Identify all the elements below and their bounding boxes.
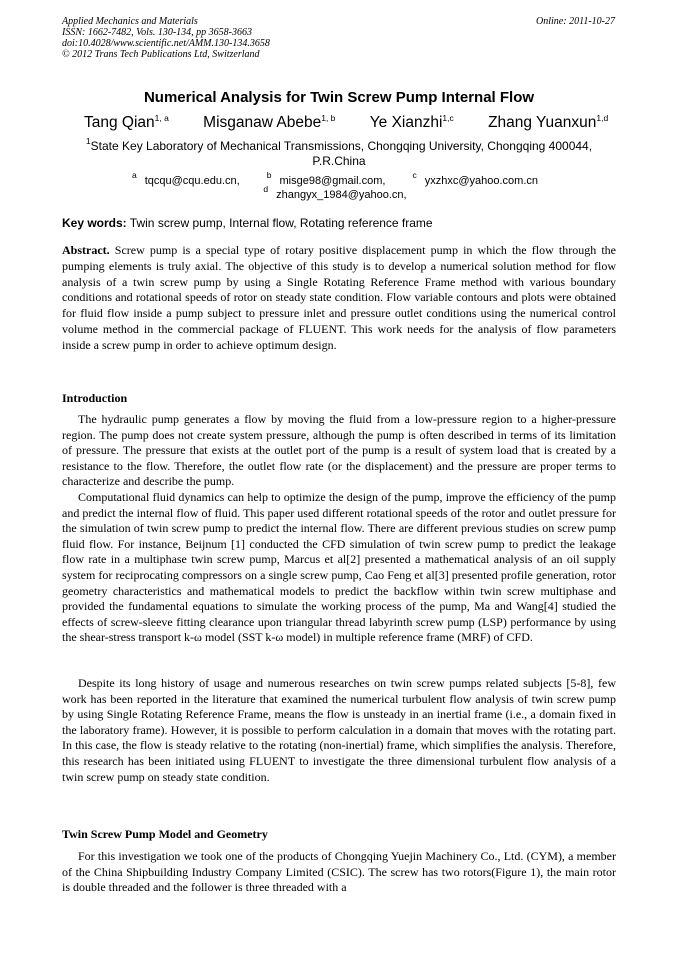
author-list [84, 113, 609, 132]
email: $^c$ yxzhxc@yahoo.com.cn [412, 170, 538, 187]
keywords-label: Key words: [62, 216, 127, 230]
email: $^a$ tqcqu@cqu.edu.cn, [132, 170, 240, 187]
affiliation: $^1$State Key Laboratory of Mechanical Transmissions, Chongqing University, Chongqing 400044, P.R.China [85, 136, 593, 168]
email: $^d$ zhangyx_1984@yahoo.cn, [263, 184, 407, 201]
email-list [62, 170, 616, 202]
keywords [62, 216, 616, 231]
author: Ye Xianzhi$^{1,c}$ [369, 113, 454, 131]
author: Zhang Yuanxun$^{1,d}$ [488, 113, 609, 131]
section-heading-model: Twin Screw Pump Model and Geometry [62, 827, 268, 841]
paragraph: Computational fluid dynamics can help to optimize the design of the pump, improve the efficiency of the pump and predict the internal flow of fluid. This paper used different rotational speeds of the rotor and outlet pressure for the simulation of twin screw pump to predict the internal flow. There are different previous studies on screw pump fluid flow. For instance, Beijnum [1] conducted the CFD simulation of twin screw pump to predict the leakage flow rate in a multiphase twin screw pump, Marcus et al[2] presented a mathematical analysis of an oil supply system for reciprocating compressors on a single screw pump, Cao Feng et al[3] presented profile generation, rotor geometry characteristics and mathematical models to predict the backflow within twin screw multiphase and provided the fundamental equations to simulate the working process of the pump, Ma and Wang[4] studied the effects of screw-sleeve fitting clearance upon triangular thread labyrinth screw pump (LSP) performance by using the shear-stress transport k-ω model (SST k-ω model) in multiple reference frame (MRF) of CFD. [62, 490, 616, 645]
section-heading-introduction: Introduction [62, 391, 128, 405]
keywords-text: Twin screw pump, Internal flow, Rotating reference frame [126, 216, 433, 230]
author: Misganaw Abebe$^{1, b}$ [203, 113, 336, 131]
online-date: Online: 2011-10-27 [536, 16, 615, 27]
journal-issn: ISSN: 1662-7482, Vols. 130-134, pp 3658-3663 [62, 27, 252, 38]
journal-header [62, 16, 270, 60]
author: Tang Qian$^{1, a}$ [84, 113, 169, 131]
journal-doi: doi:10.4028/www.scientific.net/AMM.130-134.3658 [62, 38, 270, 49]
abstract-text: Screw pump is a special type of rotary positive displacement pump in which the flow through the pumping elements is truly axial. The objective of this study is to develop a numerical solution method for flow analysis of a twin screw pump by using a Single Rotating Reference Frame method with various boundary conditions and rotational speeds of rotor on steady state condition. Flow variable contours and plots were obtained for fluid flow inside a pump subject to pressure inlet and pressure outlet conditions using the numerical control volume method in the commercial package of FLUENT. This work needs for the analysis of flow parameters inside a screw pump in order to achieve optimum design. [62, 243, 616, 352]
abstract [62, 243, 616, 354]
paper-title: Numerical Analysis for Twin Screw Pump Internal Flow [143, 89, 535, 106]
paragraph: Despite its long history of usage and numerous researches on twin screw pumps related subjects [5-8], few work has been reported in the literature that examined the numerical turbulent flow analysis of twin screw pump by using Single Rotating Reference Frame, means the flow is unsteady in an inertial frame (i.e., a domain fixed in the laboratory frame). However, it is possible to perform calculation in a domain that moves with the rotating part. In this case, the flow is steady relative to the rotating (non-inertial) frame, which simplifies the analysis. Therefore, this research has been initiated using FLUENT to investigate the three dimensional turbulent flow analysis of a twin screw pump on steady state condition. [62, 676, 616, 784]
paragraph: The hydraulic pump generates a flow by moving the fluid from a low-pressure region to a higher-pressure region. The pump does not create system pressure, although the pump is often described in terms of its limitation of pressure. The pressure that exists at the outlet port of the pump is a result of system load that is created by a resistance to the flow. Therefore, the outlet flow rate (or the displacement) and the pressure are proper terms to characterize and describe the pump. [62, 412, 616, 489]
journal-name: Applied Mechanics and Materials [62, 16, 198, 27]
email: $^b$ misge98@gmail.com, [266, 170, 386, 187]
paragraph: For this investigation we took one of the products of Chongqing Yuejin Machinery Co., Ltd. (CYM), a member of the China Shipbuilding Industry Company Limited (CSIC). The screw has two rotors(Figure 1), the main rotor is double threaded and the follower is three threaded with a [62, 849, 616, 895]
journal-copyright: © 2012 Trans Tech Publications Ltd, Switzerland [62, 49, 260, 60]
abstract-label: Abstract. [62, 243, 110, 257]
